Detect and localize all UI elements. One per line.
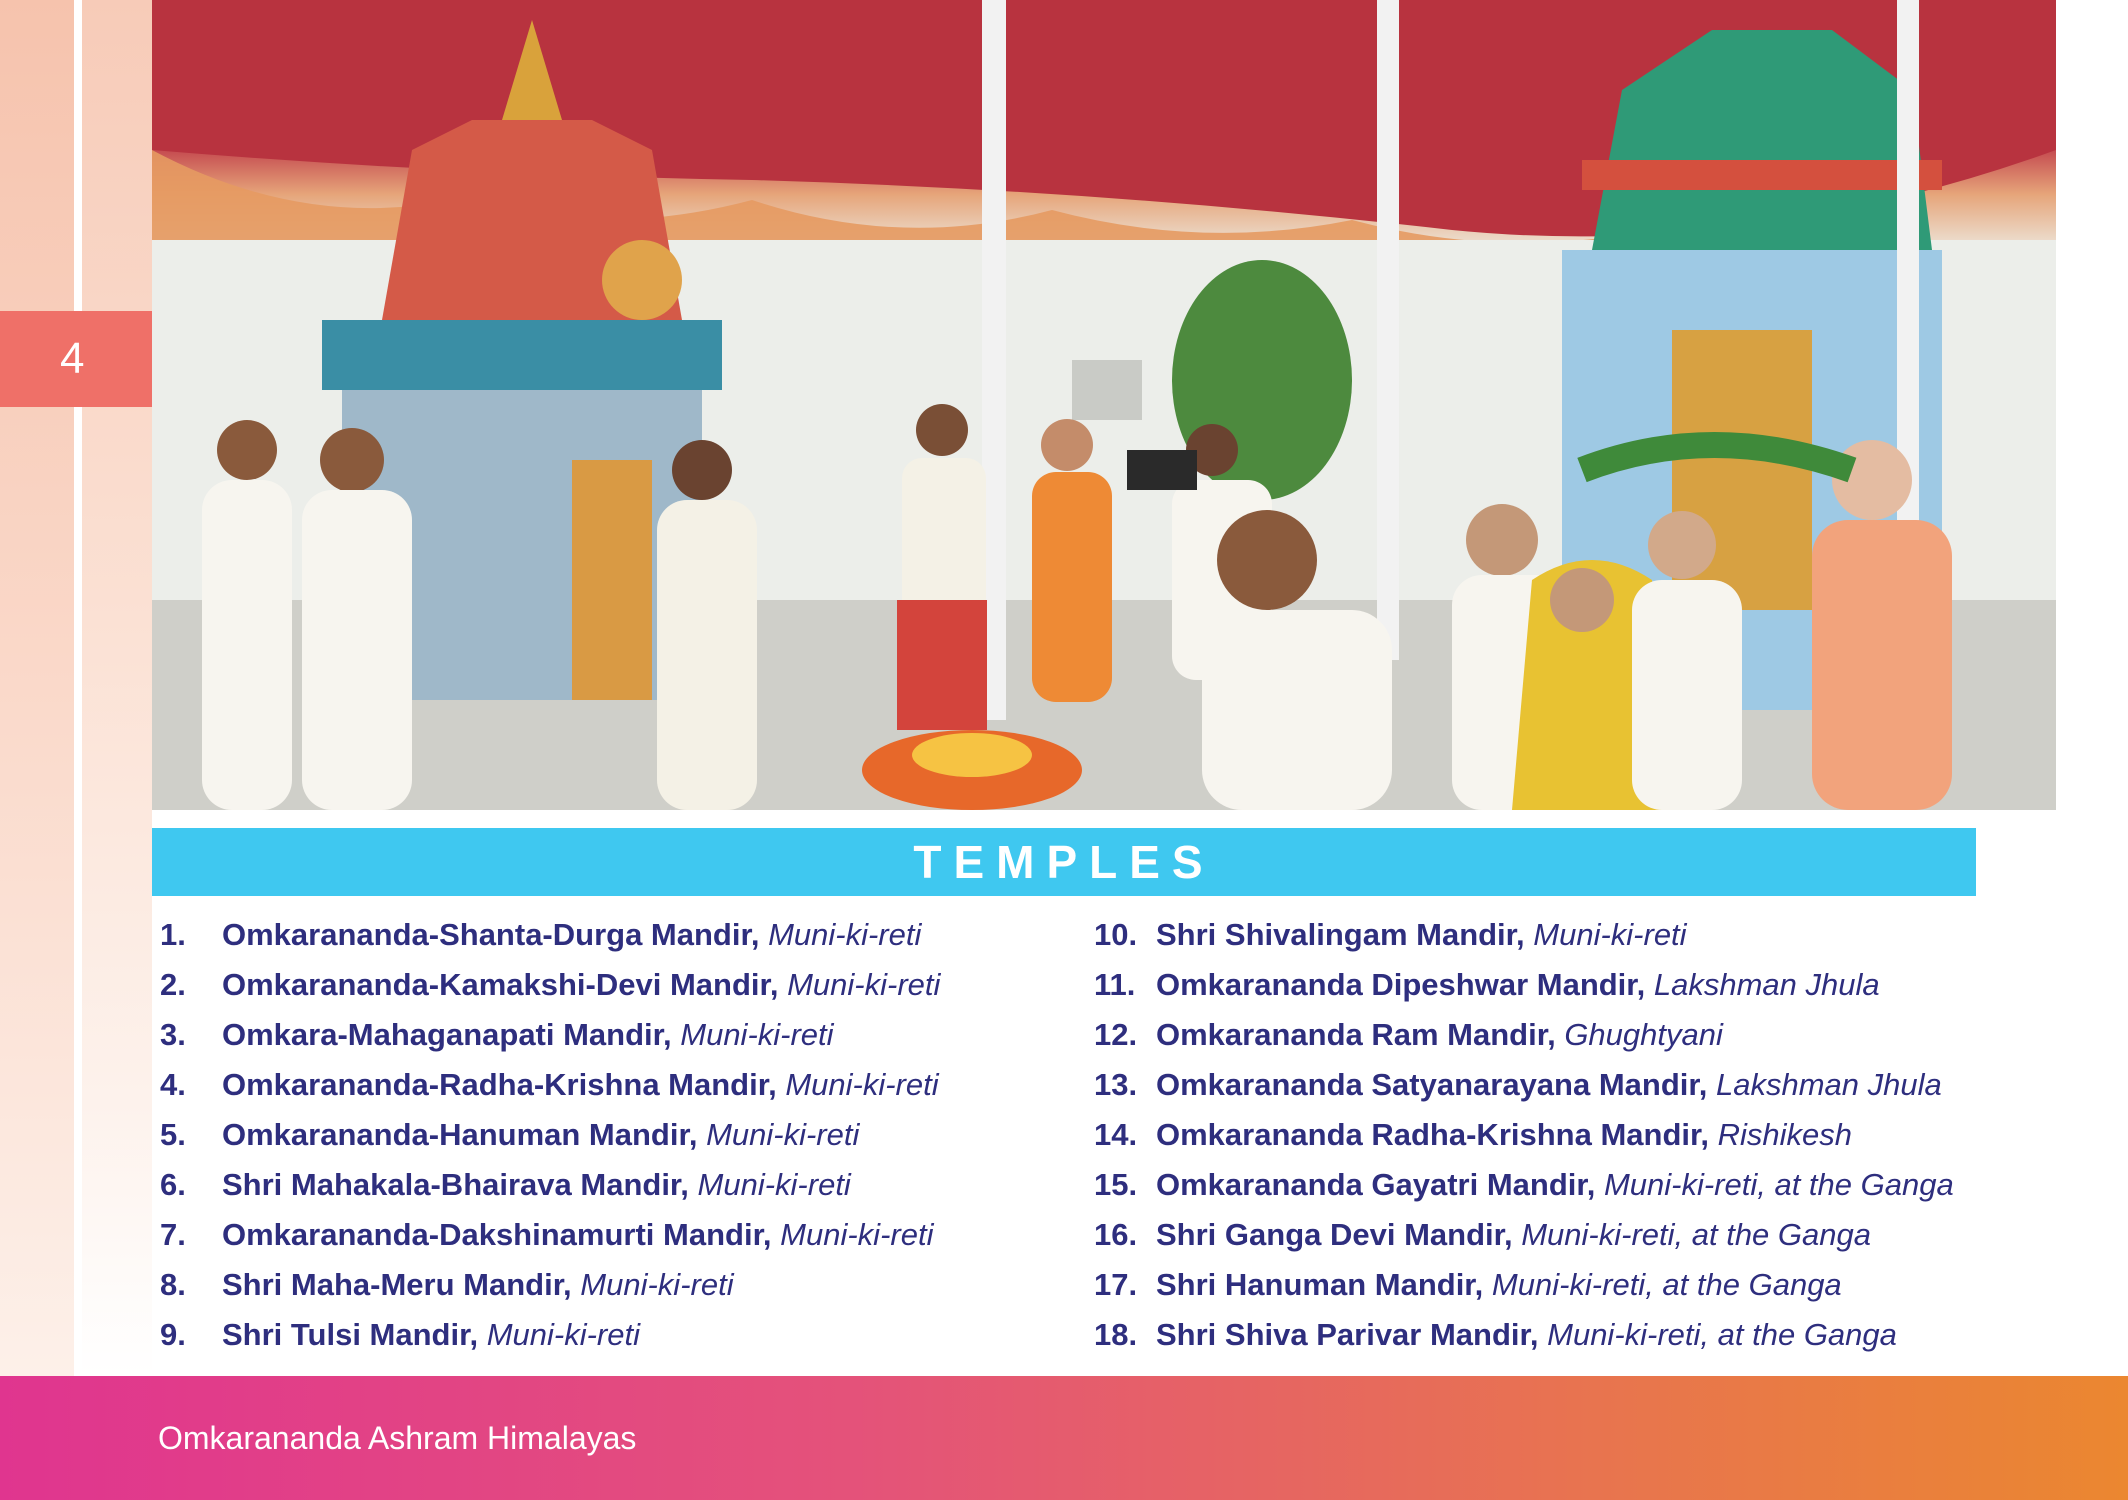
list-item	[1094, 1310, 1994, 1360]
temple-name: Omkarananda Satyanarayana Mandir,	[1156, 1067, 1708, 1102]
temple-name: Shri Maha-Meru Mandir,	[222, 1267, 572, 1302]
list-item	[160, 1060, 1080, 1110]
temple-name: Shri Hanuman Mandir,	[1156, 1267, 1484, 1302]
item-number: 4.	[160, 1067, 186, 1102]
left-shrine-roof	[322, 320, 722, 390]
temple-location: Muni-ki-reti, at the Ganga	[1603, 1167, 1954, 1202]
footer-bar	[0, 1376, 2128, 1500]
item-number: 14.	[1094, 1117, 1138, 1152]
temple-location: Muni-ki-reti	[580, 1267, 734, 1302]
page-number-tab	[0, 311, 152, 407]
temple-location: Muni-ki-reti	[780, 1217, 934, 1252]
temple-name: Shri Ganga Devi Mandir,	[1156, 1217, 1513, 1252]
temple-ceremony-photo	[152, 0, 2056, 810]
section-header	[152, 828, 1976, 896]
temple-name: Omkarananda-Radha-Krishna Mandir,	[222, 1067, 777, 1102]
temple-location: Muni-ki-reti	[697, 1167, 851, 1202]
temple-name: Omkarananda Gayatri Mandir,	[1156, 1167, 1596, 1202]
left-band-stripe	[0, 0, 74, 1376]
page-number: 4	[60, 334, 85, 383]
temple-name: Omkarananda Ram Mandir,	[1156, 1017, 1556, 1052]
list-item	[160, 1210, 1080, 1260]
item-number: 8.	[160, 1267, 186, 1302]
item-number: 9.	[160, 1317, 186, 1352]
item-number: 18.	[1094, 1317, 1138, 1352]
tent-pole	[1377, 0, 1399, 660]
list-item	[1094, 1110, 1994, 1160]
temple-location: Lakshman Jhula	[1653, 967, 1880, 1002]
temple-location: Muni-ki-reti	[787, 967, 941, 1002]
temple-name: Omkarananda-Hanuman Mandir,	[222, 1117, 698, 1152]
footer-text: Omkarananda Ashram Himalayas	[158, 1420, 637, 1456]
temple-name: Omkarananda-Kamakshi-Devi Mandir,	[222, 967, 779, 1002]
temple-name: Shri Tulsi Mandir,	[222, 1317, 479, 1352]
temple-location: Muni-ki-reti	[680, 1017, 834, 1052]
list-item	[160, 1010, 1080, 1060]
item-number: 3.	[160, 1017, 186, 1052]
temple-location: Muni-ki-reti	[785, 1067, 939, 1102]
temple-name: Omkarananda-Shanta-Durga Mandir,	[222, 917, 760, 952]
list-item	[1094, 960, 1994, 1010]
right-shrine-band	[1582, 160, 1942, 190]
left-decorative-band	[0, 0, 152, 1376]
list-item	[1094, 910, 1994, 960]
temple-list-right	[1094, 910, 1994, 1360]
temple-location: Muni-ki-reti	[1533, 917, 1687, 952]
camera	[1127, 450, 1197, 490]
item-number: 1.	[160, 917, 186, 952]
item-number: 10.	[1094, 917, 1138, 952]
temple-location: Rishikesh	[1717, 1117, 1852, 1152]
item-number: 2.	[160, 967, 186, 1002]
temple-location: Muni-ki-reti	[486, 1317, 640, 1352]
item-number: 5.	[160, 1117, 186, 1152]
temple-name: Shri Shiva Parivar Mandir,	[1156, 1317, 1539, 1352]
list-item	[1094, 1210, 1994, 1260]
photo-illustration	[152, 0, 2056, 810]
temple-name: Omkarananda Radha-Krishna Mandir,	[1156, 1117, 1709, 1152]
temple-name: Omkara-Mahaganapati Mandir,	[222, 1017, 672, 1052]
item-number: 7.	[160, 1217, 186, 1252]
list-item	[160, 1110, 1080, 1160]
left-shrine-pillar	[572, 460, 652, 700]
temple-location: Lakshman Jhula	[1715, 1067, 1942, 1102]
list-item	[160, 960, 1080, 1010]
list-item	[160, 1160, 1080, 1210]
temple-location: Muni-ki-reti, at the Ganga	[1521, 1217, 1871, 1252]
temple-name: Omkarananda Dipeshwar Mandir,	[1156, 967, 1646, 1002]
list-item	[160, 1260, 1080, 1310]
temple-location: Muni-ki-reti, at the Ganga	[1547, 1317, 1897, 1352]
temple-name: Shri Mahakala-Bhairava Mandir,	[222, 1167, 689, 1202]
temple-location: Ghughtyani	[1564, 1017, 1723, 1052]
temple-list-left	[160, 910, 1080, 1360]
list-item	[1094, 1010, 1994, 1060]
left-band-divider	[74, 0, 82, 1376]
item-number: 12.	[1094, 1017, 1138, 1052]
item-number: 16.	[1094, 1217, 1138, 1252]
item-number: 13.	[1094, 1067, 1138, 1102]
list-item	[1094, 1260, 1994, 1310]
item-number: 17.	[1094, 1267, 1138, 1302]
list-item	[1094, 1060, 1994, 1110]
temple-location: Muni-ki-reti, at the Ganga	[1491, 1267, 1842, 1302]
temple-location: Muni-ki-reti	[768, 917, 922, 952]
window	[1072, 360, 1142, 420]
temple-name: Shri Shivalingam Mandir,	[1156, 917, 1525, 952]
list-item	[160, 1310, 1080, 1360]
item-number: 15.	[1094, 1167, 1138, 1202]
list-item	[160, 910, 1080, 960]
item-number: 11.	[1094, 967, 1136, 1002]
ganesha-figure	[602, 240, 682, 320]
item-number: 6.	[160, 1167, 186, 1202]
section-title: TEMPLES	[913, 836, 1215, 888]
temple-name: Omkarananda-Dakshinamurti Mandir,	[222, 1217, 772, 1252]
temple-location: Muni-ki-reti	[706, 1117, 860, 1152]
list-item	[1094, 1160, 1994, 1210]
